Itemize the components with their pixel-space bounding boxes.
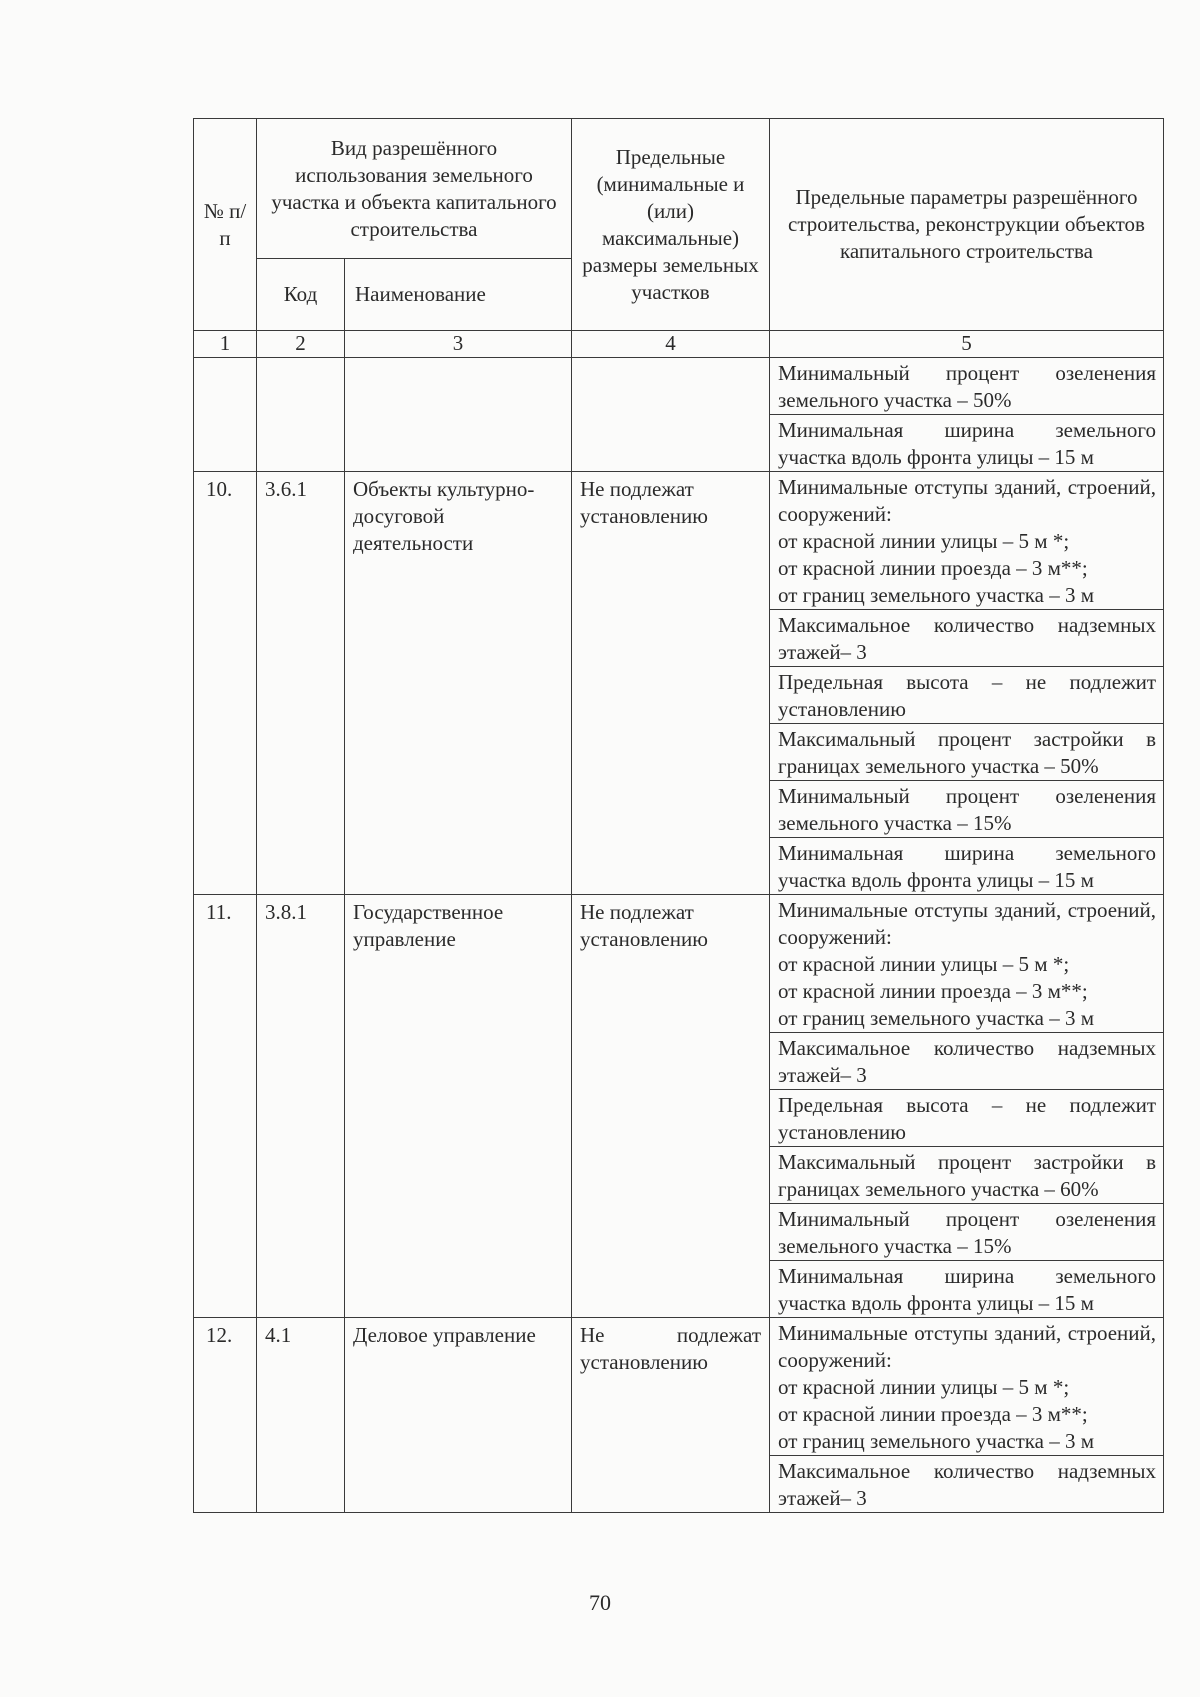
- empty-cell: [194, 358, 257, 472]
- setback-plot: от границ земельного участка – 3 м: [778, 1429, 1095, 1453]
- use-name: Деловое управление: [345, 1318, 572, 1513]
- setback-plot: от границ земельного участка – 3 м: [778, 583, 1095, 607]
- use-name: Государственное управление: [345, 895, 572, 1318]
- table-row: [194, 1318, 1164, 1513]
- parameter-item: Минимальный процент озеленения земельного участка – 15%: [770, 781, 1163, 838]
- parameter-item: Предельная высота – не подлежит установлению: [770, 1090, 1163, 1147]
- parameter-item: Максимальное количество надземных этажей– 3: [778, 1459, 1156, 1510]
- zoning-regulations-table: [193, 118, 1164, 1513]
- parameter-item: Минимальный процент озеленения земельного участка – 15%: [770, 1204, 1163, 1261]
- column-number: 1: [194, 331, 257, 358]
- table-row: [194, 472, 1164, 895]
- use-code: 4.1: [257, 1318, 345, 1513]
- setbacks-title: Минимальные отступы зданий, строений, сооружений:: [778, 898, 1156, 949]
- parameters-cell: [770, 358, 1164, 472]
- setbacks-title: Минимальные отступы зданий, строений, сооружений:: [778, 1321, 1156, 1372]
- parameter-item: Минимальный процент озеленения земельного участка – 50%: [770, 358, 1163, 415]
- setback-street: от красной линии улицы – 5 м *;: [778, 1375, 1070, 1399]
- setback-passage: от красной линии проезда – 3 м**;: [778, 556, 1088, 580]
- column-number: 4: [572, 331, 770, 358]
- setback-passage: от красной линии проезда – 3 м**;: [778, 979, 1088, 1003]
- parameter-item: Максимальный процент застройки в границах земельного участка – 60%: [770, 1147, 1163, 1204]
- parameters-cell: [770, 472, 1164, 895]
- row-number: 10.: [194, 472, 257, 895]
- setback-passage: от красной линии проезда – 3 м**;: [778, 1402, 1088, 1426]
- parameters-cell: [770, 895, 1164, 1318]
- parameter-item: Минимальная ширина земельного участка вдоль фронта улицы – 15 м: [778, 418, 1156, 469]
- setback-street: от красной линии улицы – 5 м *;: [778, 529, 1070, 553]
- setback-street: от красной линии улицы – 5 м *;: [778, 952, 1070, 976]
- header-plot-sizes: Предельные (минимальные и (или) максимальные) размеры земельных участков: [572, 119, 770, 331]
- setbacks-item: [770, 895, 1163, 1033]
- setbacks-title: Минимальные отступы зданий, строений, сооружений:: [778, 475, 1156, 526]
- table-row: [194, 358, 1164, 472]
- plot-sizes: Не подлежат установлению: [572, 472, 770, 895]
- use-name: Объекты культурно-досуговой деятельности: [345, 472, 572, 895]
- empty-cell: [572, 358, 770, 472]
- row-number: 12.: [194, 1318, 257, 1513]
- setback-plot: от границ земельного участка – 3 м: [778, 1006, 1095, 1030]
- empty-cell: [345, 358, 572, 472]
- use-code: 3.6.1: [257, 472, 345, 895]
- parameter-item: Максимальное количество надземных этажей– 3: [770, 610, 1163, 667]
- header-code: Код: [257, 259, 345, 331]
- plot-sizes: Не подлежат установлению: [572, 895, 770, 1318]
- header-parameters: Предельные параметры разрешённого строительства, реконструкции объектов капитального строительства: [770, 119, 1164, 331]
- table-row: [194, 895, 1164, 1318]
- use-code: 3.8.1: [257, 895, 345, 1318]
- header-row-top: [194, 119, 1164, 259]
- setbacks-item: [770, 1318, 1163, 1456]
- parameter-item: Максимальное количество надземных этажей– 3: [770, 1033, 1163, 1090]
- parameter-item: Максимальный процент застройки в границах земельного участка – 50%: [770, 724, 1163, 781]
- parameter-item: Минимальная ширина земельного участка вдоль фронта улицы – 15 м: [778, 1264, 1156, 1315]
- plot-sizes: Не подлежат установлению: [572, 1318, 770, 1513]
- column-number: 2: [257, 331, 345, 358]
- column-number: 3: [345, 331, 572, 358]
- parameter-item: Предельная высота – не подлежит установлению: [770, 667, 1163, 724]
- page-number: 70: [589, 1590, 611, 1615]
- column-number: 5: [770, 331, 1164, 358]
- header-name: Наименование: [345, 259, 572, 331]
- parameter-item: Минимальная ширина земельного участка вдоль фронта улицы – 15 м: [778, 841, 1156, 892]
- empty-cell: [257, 358, 345, 472]
- header-use-type: Вид разрешённого использования земельного участка и объекта капитального строительства: [257, 119, 572, 259]
- row-number: 11.: [194, 895, 257, 1318]
- setbacks-item: [770, 472, 1163, 610]
- column-numbers-row: [194, 331, 1164, 358]
- header-num: № п/п: [194, 119, 257, 331]
- parameters-cell: [770, 1318, 1164, 1513]
